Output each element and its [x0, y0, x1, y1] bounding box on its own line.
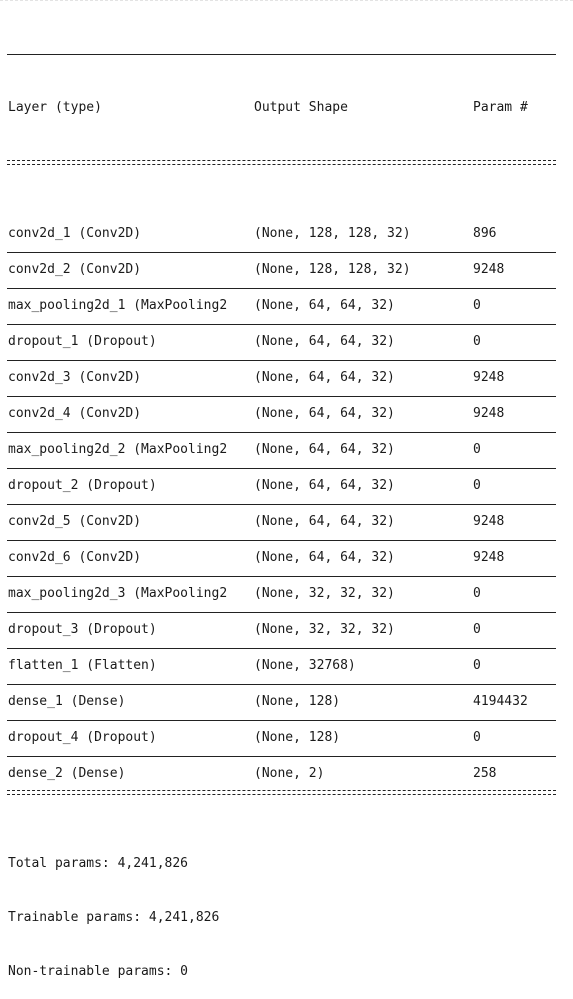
- layer-name: max_pooling2d_3 (MaxPooling2: [8, 586, 228, 601]
- layer-row: [6, 621, 558, 639]
- header-param-count: Param #: [473, 100, 528, 115]
- model-summary-output: [6, 9, 558, 999]
- footer-double-separator: [6, 783, 558, 801]
- layer-output-shape: (None, 128): [254, 730, 341, 745]
- layer-name: conv2d_6 (Conv2D): [8, 550, 142, 565]
- layer-output-shape: (None, 64, 64, 32): [254, 334, 395, 349]
- layer-name: conv2d_4 (Conv2D): [8, 406, 142, 421]
- separator-line: [6, 711, 558, 729]
- layer-output-shape: (None, 32, 32, 32): [254, 622, 395, 637]
- layer-param-count: 9248: [473, 514, 505, 529]
- separator-line: [6, 531, 558, 549]
- layer-param-count: 0: [473, 730, 481, 745]
- layer-name: max_pooling2d_2 (MaxPooling2: [8, 442, 228, 457]
- layer-name: dense_1 (Dense): [8, 694, 126, 709]
- layer-row: [6, 729, 558, 747]
- layer-param-count: 9248: [473, 406, 505, 421]
- separator-line: [6, 639, 558, 657]
- layer-row: [6, 657, 558, 675]
- layer-row: [6, 513, 558, 531]
- separator-line: [6, 243, 558, 261]
- separator-line: [6, 495, 558, 513]
- layer-param-count: 0: [473, 298, 481, 313]
- layer-output-shape: (None, 64, 64, 32): [254, 442, 395, 457]
- layer-output-shape: (None, 64, 64, 32): [254, 478, 395, 493]
- header-double-separator: [6, 153, 558, 171]
- separator-line: [6, 675, 558, 693]
- separator-line: [6, 603, 558, 621]
- layer-param-count: 0: [473, 586, 481, 601]
- layer-row: [6, 549, 558, 567]
- layer-param-count: 0: [473, 658, 481, 673]
- layer-name: dropout_3 (Dropout): [8, 622, 157, 637]
- separator-line: [6, 387, 558, 405]
- layer-param-count: 0: [473, 478, 481, 493]
- layer-output-shape: (None, 64, 64, 32): [254, 550, 395, 565]
- layer-row: [6, 405, 558, 423]
- separator-line: [6, 45, 558, 63]
- layer-output-shape: (None, 32, 32, 32): [254, 586, 395, 601]
- layer-name: conv2d_3 (Conv2D): [8, 370, 142, 385]
- separator-line: [6, 351, 558, 369]
- layer-name: dropout_1 (Dropout): [8, 334, 157, 349]
- layer-row: [6, 765, 558, 783]
- layer-param-count: 9248: [473, 262, 505, 277]
- layer-output-shape: (None, 128, 128, 32): [254, 262, 411, 277]
- layer-rows: [6, 225, 558, 801]
- layer-output-shape: (None, 2): [254, 766, 325, 781]
- layer-row: [6, 297, 558, 315]
- layer-name: dense_2 (Dense): [8, 766, 126, 781]
- layer-param-count: 9248: [473, 550, 505, 565]
- layer-output-shape: (None, 128, 128, 32): [254, 226, 411, 241]
- layer-name: dropout_2 (Dropout): [8, 478, 157, 493]
- layer-name: dropout_4 (Dropout): [8, 730, 157, 745]
- layer-name: conv2d_5 (Conv2D): [8, 514, 142, 529]
- separator-line: [6, 747, 558, 765]
- header-output-shape: Output Shape: [254, 100, 348, 115]
- total-params: Total params: 4,241,826: [8, 856, 189, 871]
- layer-row: [6, 225, 558, 243]
- layer-param-count: 258: [473, 766, 497, 781]
- layer-output-shape: (None, 64, 64, 32): [254, 406, 395, 421]
- non-trainable-params: Non-trainable params: 0: [8, 964, 189, 979]
- layer-row: [6, 477, 558, 495]
- layer-output-shape: (None, 64, 64, 32): [254, 514, 395, 529]
- layer-output-shape: (None, 128): [254, 694, 341, 709]
- layer-row: [6, 369, 558, 387]
- layer-output-shape: (None, 32768): [254, 658, 356, 673]
- separator-line: [6, 315, 558, 333]
- layer-output-shape: (None, 64, 64, 32): [254, 370, 395, 385]
- header-layer-type: Layer (type): [8, 100, 102, 115]
- separator-line: [6, 423, 558, 441]
- layer-output-shape: (None, 64, 64, 32): [254, 298, 395, 313]
- layer-param-count: 4194432: [473, 694, 528, 709]
- layer-row: [6, 441, 558, 459]
- layer-row: [6, 333, 558, 351]
- layer-param-count: 9248: [473, 370, 505, 385]
- layer-param-count: 896: [473, 226, 497, 241]
- layer-row: [6, 261, 558, 279]
- layer-name: conv2d_1 (Conv2D): [8, 226, 142, 241]
- layer-row: [6, 585, 558, 603]
- output-top-border: [0, 0, 573, 1]
- layer-param-count: 0: [473, 622, 481, 637]
- layer-name: conv2d_2 (Conv2D): [8, 262, 142, 277]
- layer-row: [6, 693, 558, 711]
- trainable-params: Trainable params: 4,241,826: [8, 910, 220, 925]
- layer-param-count: 0: [473, 334, 481, 349]
- separator-line: [6, 279, 558, 297]
- header-row: [6, 99, 558, 117]
- separator-line: [6, 567, 558, 585]
- layer-name: flatten_1 (Flatten): [8, 658, 157, 673]
- layer-param-count: 0: [473, 442, 481, 457]
- layer-name: max_pooling2d_1 (MaxPooling2: [8, 298, 228, 313]
- separator-line: [6, 459, 558, 477]
